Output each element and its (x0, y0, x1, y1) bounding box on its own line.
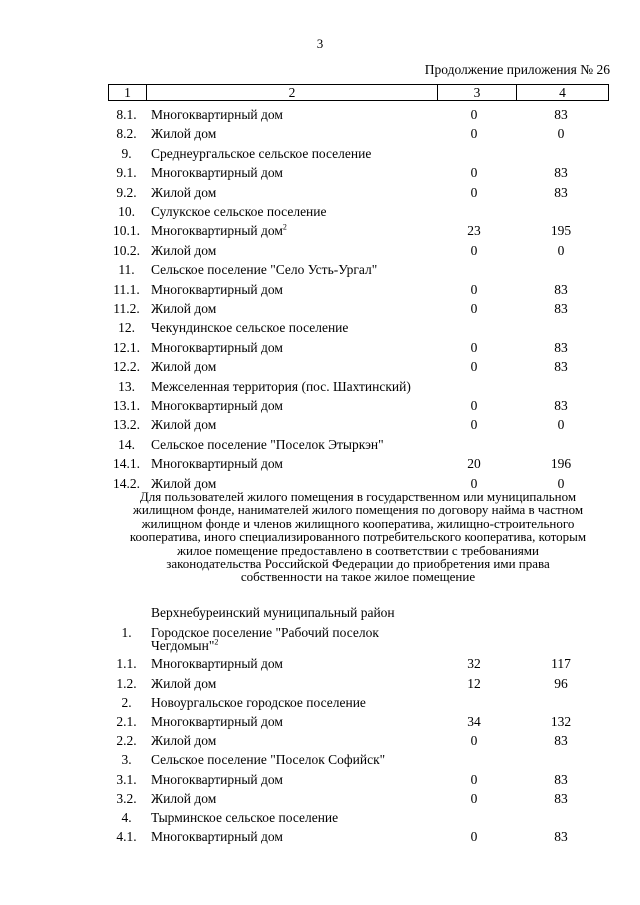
row-value-col4: 195 (550, 223, 572, 239)
row-number: 14. (118, 436, 135, 452)
table-row (108, 731, 609, 750)
row-value-col3: 0 (470, 829, 478, 844)
table-row (108, 280, 609, 299)
row-value-col3: 32 (467, 656, 481, 671)
row-value-col3: 0 (470, 184, 478, 200)
row-name: Межселенная территория (пос. Шахтинский) (151, 378, 411, 394)
row-value-col4: 83 (554, 733, 568, 748)
row-value-col4: 83 (554, 184, 568, 200)
row-name: Многоквартирный дом (151, 772, 283, 787)
row-value-col3: 0 (470, 359, 478, 375)
section-paragraph: Для пользователей жилого помещения в государственном или муниципальном жилищном фонде, нанимателей жилого помещения по договору найма в частном жилищном фонде и членов жилищного кооператива, жилищно-строительного кооператива, иного специализированного потребительского кооператива, которым жилое помещение предоставлено в соответствии с требованиями законодательства Российской Федерации до приобретения ими права собственности на такое жилое помещение (129, 489, 587, 585)
row-number: 8.1. (116, 107, 137, 122)
row-name: Многоквартирный дом (151, 107, 283, 122)
table-row (108, 750, 609, 769)
row-value-col3: 0 (470, 107, 478, 122)
row-name: Сельское поселение "Поселок Этыркэн" (151, 436, 384, 452)
row-number: 13. (118, 378, 135, 394)
row-name: Жилой дом (151, 791, 217, 806)
row-name: Жилой дом (151, 475, 217, 491)
row-value-col4: 196 (550, 456, 572, 472)
table-row-continuation (108, 636, 609, 655)
footnote-mark: 2 (214, 637, 219, 647)
row-value-col4: 0 (557, 417, 565, 433)
row-value-col3: 0 (470, 126, 478, 142)
row-value-col4: 83 (554, 339, 568, 355)
table-row (108, 712, 609, 731)
footnote-mark: 2 (282, 222, 287, 232)
row-number: 13.2. (113, 417, 140, 433)
table-row (108, 770, 609, 789)
row-value-col3: 0 (470, 733, 478, 748)
row-value-col4: 83 (554, 829, 568, 844)
row-number: 1.1. (116, 656, 137, 671)
table-row (108, 260, 609, 279)
row-name: Чекундинское сельское поселение (151, 320, 349, 336)
row-value-col4: 0 (557, 126, 565, 142)
row-number: 10.1. (113, 223, 140, 239)
row-name: Жилой дом (151, 359, 217, 375)
row-name: Тырминское сельское поселение (151, 810, 339, 825)
row-number: 9. (121, 145, 132, 161)
row-number: 14.1. (113, 456, 140, 472)
table-row (108, 241, 609, 260)
row-number: 4. (121, 810, 132, 825)
row-name: Многоквартирный дом (151, 165, 283, 181)
row-name: Жилой дом (151, 417, 217, 433)
row-name: Многоквартирный дом (151, 829, 283, 844)
table-row (108, 357, 609, 376)
row-value-col4: 83 (554, 359, 568, 375)
table-row (108, 338, 609, 357)
row-number: 8.2. (116, 126, 137, 142)
header-col-1: 1 (109, 85, 147, 100)
table-header (108, 84, 609, 101)
row-number: 14.2. (113, 475, 140, 491)
header-col-2: 2 (147, 85, 438, 100)
row-number: 13.1. (113, 398, 140, 413)
table-row (108, 454, 609, 473)
row-name: Многоквартирный дом (151, 656, 283, 671)
row-number: 2.1. (116, 714, 137, 729)
row-value-col4: 83 (554, 165, 568, 181)
row-number: 11.1. (113, 281, 140, 297)
district-heading (108, 603, 609, 622)
row-value-col3: 0 (470, 281, 478, 297)
row-name: Многоквартирный дом (151, 339, 283, 355)
row-name: Жилой дом (151, 301, 217, 316)
row-number: 4.1. (116, 829, 137, 844)
row-name: Жилой дом (151, 126, 217, 142)
row-number: 10. (118, 204, 135, 219)
header-col-4: 4 (559, 85, 566, 100)
row-number: 12. (118, 320, 135, 336)
row-number: 11.2. (113, 301, 140, 316)
row-value-col4: 83 (554, 281, 568, 297)
row-value-col3: 0 (470, 772, 478, 787)
row-value-col3: 0 (470, 475, 478, 491)
table-row (108, 377, 609, 396)
row-value-col4: 83 (554, 398, 568, 413)
row-name: Жилой дом (151, 676, 217, 691)
row-name: Новоургальское городское поселение (151, 695, 366, 710)
table-row (108, 435, 609, 454)
row-number: 9.2. (116, 184, 137, 200)
row-name: Жилой дом (151, 242, 217, 258)
row-name: Жилой дом (151, 733, 217, 748)
row-value-col4: 83 (554, 772, 568, 787)
row-number: 11. (118, 262, 135, 278)
row-value-col3: 34 (467, 714, 481, 729)
table-row (108, 202, 609, 221)
row-value-col4: 83 (554, 791, 568, 806)
row-value-col3: 0 (470, 242, 478, 258)
row-name: Среднеургальское сельское поселение (151, 145, 372, 161)
table-row (108, 789, 609, 808)
row-number: 1. (121, 625, 132, 640)
table-row (108, 396, 609, 415)
table-row (108, 654, 609, 673)
row-number: 12.1. (113, 339, 140, 355)
table-row (108, 318, 609, 337)
table-row (108, 674, 609, 693)
row-name: Жилой дом (151, 184, 217, 200)
row-name: Сельское поселение "Поселок Софийск" (151, 752, 386, 767)
row-number: 2.2. (116, 733, 137, 748)
row-name: Многоквартирный дом$^2$ (151, 222, 287, 239)
table-row (108, 163, 609, 182)
row-value-col4: 0 (557, 475, 565, 491)
row-name: Многоквартирный дом (151, 714, 283, 729)
row-number: 3.2. (116, 791, 137, 806)
row-value-col4: 0 (557, 242, 565, 258)
row-name: Многоквартирный дом (151, 456, 283, 472)
row-value-col3: 23 (467, 223, 481, 239)
row-value-col3: 0 (470, 165, 478, 181)
row-number: 3. (121, 752, 132, 767)
header-col-3: 3 (438, 85, 517, 100)
row-value-col3: 0 (470, 339, 478, 355)
table-row (108, 144, 609, 163)
continuation-caption: Продолжение приложения № 26 (424, 62, 610, 77)
row-number: 3.1. (116, 772, 137, 787)
row-name: Сельское поселение "Село Усть-Ургал" (151, 262, 378, 278)
table-row (108, 183, 609, 202)
row-value-col4: 132 (550, 714, 572, 729)
table-row (108, 415, 609, 434)
row-value-col3: 0 (470, 301, 478, 316)
row-name: Городское поселение "Рабочий поселок (151, 625, 379, 640)
district-name: Верхнебуреинский муниципальный район (151, 605, 395, 620)
page-number: 3 (316, 36, 324, 51)
row-value-col3: 0 (470, 791, 478, 806)
row-number: 9.1. (116, 165, 137, 181)
row-number: 1.2. (116, 676, 137, 691)
row-value-col4: 83 (554, 301, 568, 316)
table-row (108, 105, 609, 124)
table-row (108, 299, 609, 318)
row-name-continuation: Чегдомын"$^2$ (151, 637, 219, 653)
row-value-col4: 96 (554, 676, 568, 691)
row-value-col3: 12 (467, 676, 481, 691)
row-value-col3: 0 (470, 417, 478, 433)
row-value-col4: 117 (551, 656, 571, 671)
row-name: Многоквартирный дом (151, 281, 283, 297)
row-value-col4: 83 (554, 107, 568, 122)
row-value-col3: 0 (470, 398, 478, 413)
row-number: 2. (121, 695, 132, 710)
row-name: Сулукское сельское поселение (151, 204, 327, 219)
table-row (108, 827, 609, 846)
row-number: 12.2. (113, 359, 140, 375)
row-number: 10.2. (113, 242, 140, 258)
table-row (108, 221, 609, 240)
table-row (108, 124, 609, 143)
table-row (108, 808, 609, 827)
row-name: Многоквартирный дом (151, 398, 283, 413)
table-row (108, 693, 609, 712)
row-value-col3: 20 (467, 456, 481, 472)
